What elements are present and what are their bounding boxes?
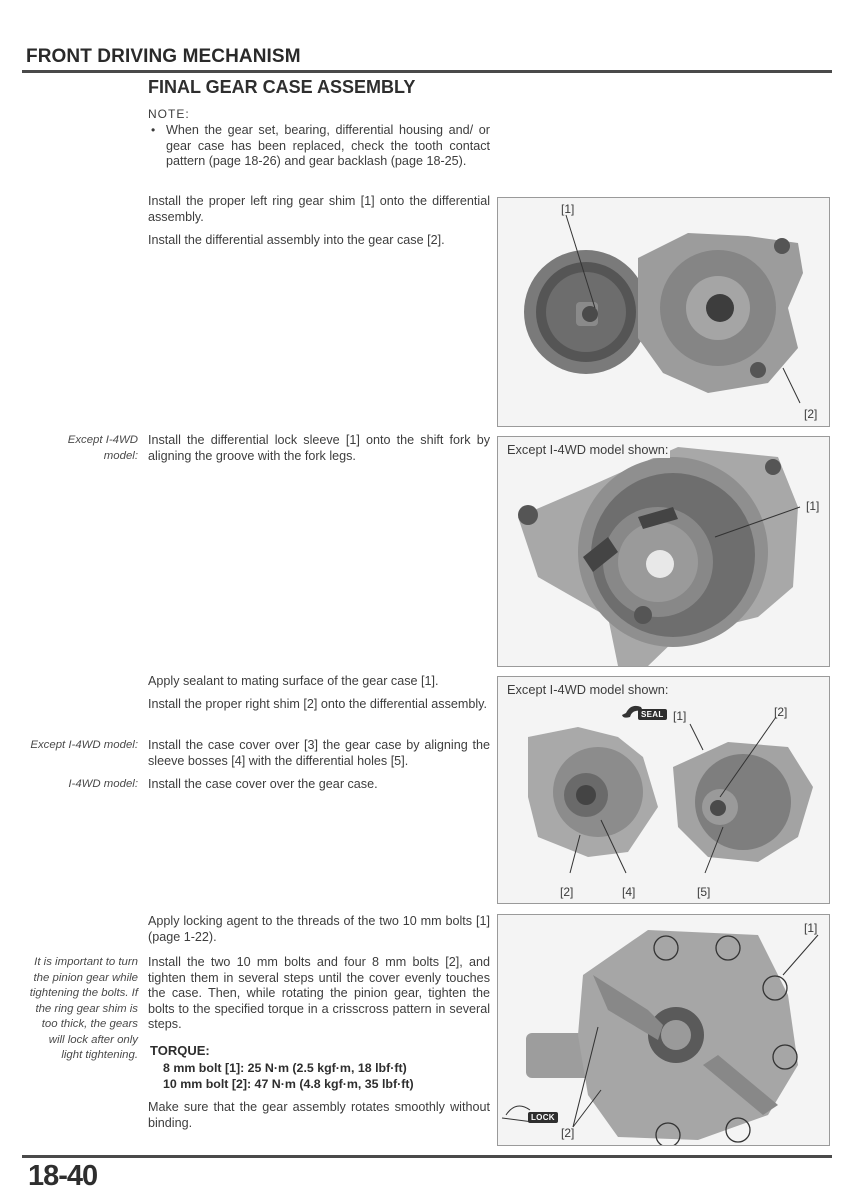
gear-case-illustration [498, 198, 829, 426]
leader-line [783, 368, 800, 403]
torque-spec-10mm: 10 mm bolt [2]: 47 N·m (4.8 kgf·m, 35 lbf·ft) [163, 1077, 414, 1091]
leader-line [783, 935, 818, 975]
page-title: FINAL GEAR CASE ASSEMBLY [148, 77, 416, 97]
figure-bolt-pattern [497, 914, 830, 1146]
lock-sleeve-illustration [498, 437, 829, 666]
page-number: 18-40 [28, 1160, 98, 1192]
callout-1: [1] [804, 921, 818, 935]
lock-icon: LOCK [528, 1112, 558, 1123]
figure-case-cover-install [497, 676, 830, 904]
side-note-pinion-caution: It is important to turn the pinion gear while tightening the bolts. If the ring gear shim is too thick, the gears will lock after only light tightening. [29, 956, 138, 1061]
lock-agent-icon [506, 1106, 530, 1115]
note-label: NOTE: [148, 107, 190, 121]
figure-caption: Except I-4WD model shown: [507, 682, 669, 697]
step-right-shim: Install the proper right shim [2] onto the differential assembly. [148, 697, 488, 711]
step-install-bolts: Install the two 10 mm bolts and four 8 mm bolts [2], and tighten them in several steps until the cover evenly touches the case. Then, while rotating the pinion gear, tighten the bolts to the specified torque in a crisscross pattern in several steps. [148, 955, 490, 1031]
step-apply-sealant: Apply sealant to mating surface of the gear case [1]. [148, 674, 439, 688]
figure-differential-and-case [497, 197, 830, 427]
ring-gear-illustration [524, 250, 648, 374]
step-case-cover-except: Install the case cover over [3] the gear case by aligning the sleeve bosses [4] with the differential holes [5]. [148, 738, 490, 768]
footer-rule [22, 1155, 832, 1158]
note-text: When the gear set, bearing, differential housing and/ or gear case has been replaced, check the tooth contact pattern (page 18-26) and gear backlash (page 18-25). [166, 123, 490, 168]
step-lock-sleeve: Install the differential lock sleeve [1] onto the shift fork by aligning the groove with the fork legs. [148, 433, 490, 463]
callout-1: [1] [673, 709, 687, 723]
step-locking-agent: Apply locking agent to the threads of the two 10 mm bolts [1] (page 1-22). [148, 914, 490, 944]
step-left-shim: Install the proper left ring gear shim [1] onto the differential assembly. [148, 194, 490, 224]
callout-2: [2] [560, 885, 574, 899]
section-title: FRONT DRIVING MECHANISM [26, 46, 301, 67]
side-note-except-i4wd: Except I-4WD model: [30, 739, 138, 751]
side-note-i4wd: I-4WD model: [68, 778, 138, 790]
header-rule [22, 70, 832, 73]
step-install-differential: Install the differential assembly into the gear case [2]. [148, 233, 445, 247]
figure-caption: Except I-4WD model shown: [507, 442, 669, 457]
callout-1: [1] [561, 202, 575, 216]
callout-4: [4] [622, 885, 636, 899]
side-note-except-i4wd: Except I-4WD model: [67, 434, 138, 462]
callout-2: [2] [804, 407, 818, 421]
step-case-cover-i4wd: Install the case cover over the gear case. [148, 777, 378, 791]
callout-2: [2] [561, 1126, 575, 1140]
seal-icon: SEAL [638, 709, 667, 720]
figure-lock-sleeve [497, 436, 830, 667]
leader-line [690, 724, 703, 750]
bolt-pattern-illustration [498, 915, 829, 1145]
callout-1: [1] [806, 499, 820, 513]
bullet-icon: • [151, 123, 156, 137]
gear-case-illustration-body [638, 233, 803, 393]
callout-5: [5] [697, 885, 711, 899]
callout-2: [2] [774, 705, 788, 719]
step-check-rotation: Make sure that the gear assembly rotates smoothly without binding. [148, 1100, 490, 1130]
torque-label: TORQUE: [150, 1043, 210, 1058]
torque-spec-8mm: 8 mm bolt [1]: 25 N·m (2.5 kgf·m, 18 lbf·ft) [163, 1061, 407, 1075]
